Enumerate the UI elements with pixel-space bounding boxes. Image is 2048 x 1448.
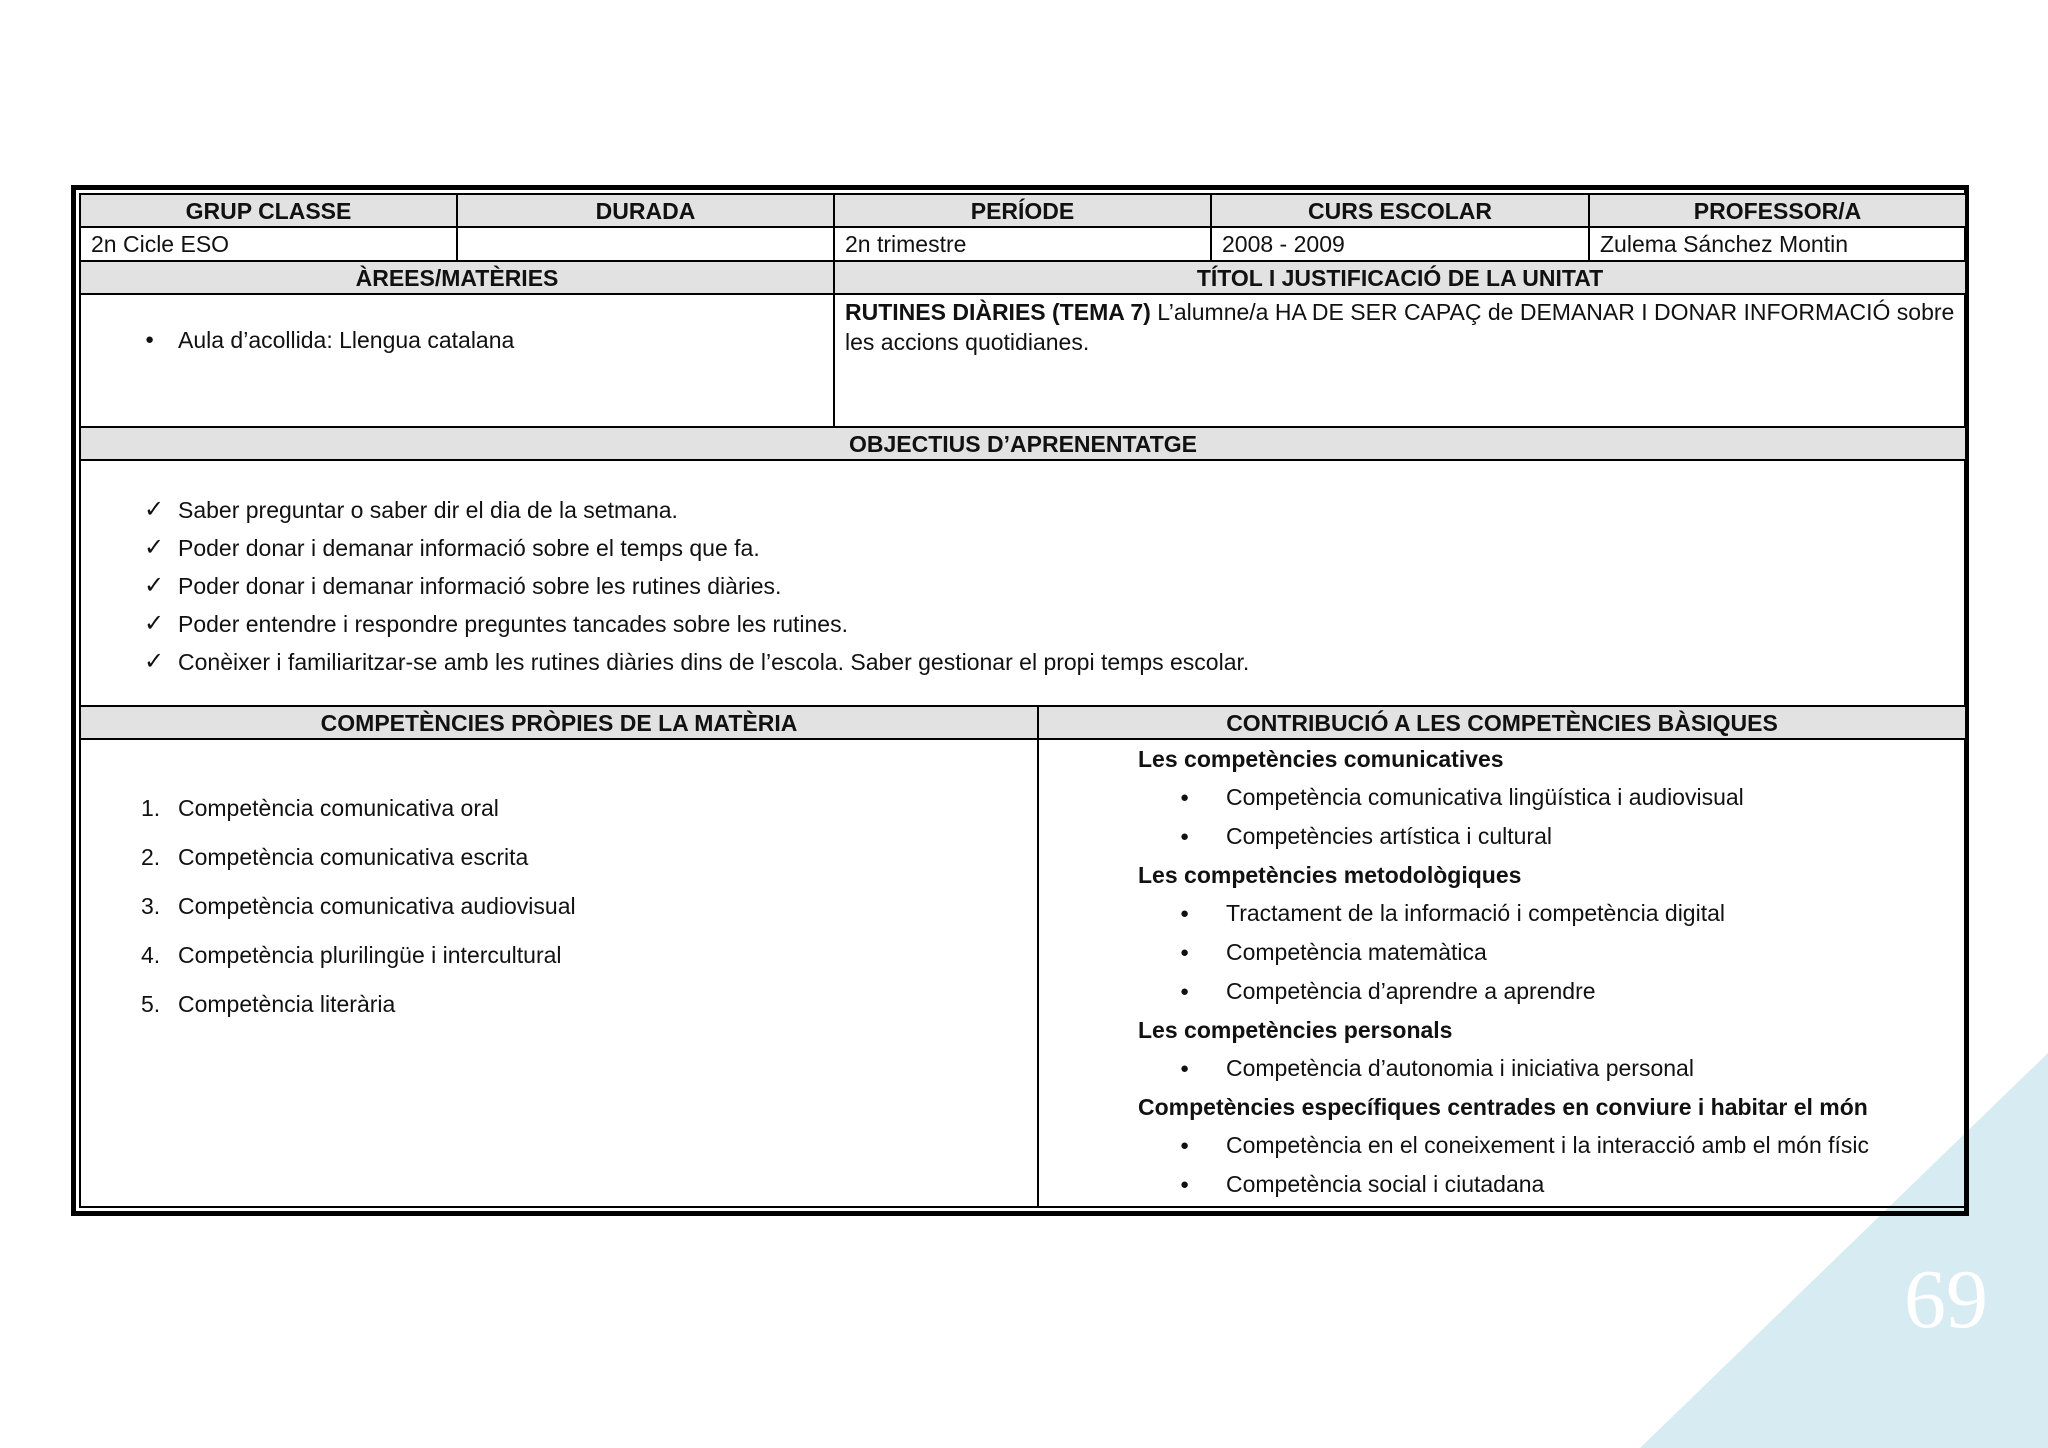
objectiu-text: Poder donar i demanar informació sobre les rutines diàries. <box>178 573 782 599</box>
value-periode: 2n trimestre <box>834 227 1211 261</box>
list-item <box>91 567 1955 605</box>
competencia-label: Competència plurilingüe i intercultural <box>178 942 562 968</box>
list-item: ● Competència matemàtica <box>1138 933 1955 972</box>
unit-plan-table-frame <box>71 185 1969 1216</box>
list-item: ● Competència d’aprendre a aprendre <box>1138 972 1955 1011</box>
header-durada: DURADA <box>457 194 834 227</box>
check-icon: ✓ <box>144 610 165 637</box>
list-item <box>91 980 1027 1029</box>
list-item: ● Competència social i ciutadana <box>1138 1165 1955 1204</box>
titol-cell <box>834 294 1966 427</box>
contribucio-cell <box>1038 739 1966 1207</box>
group-title: Les competències metodològiques <box>1138 862 1522 888</box>
list-item <box>91 605 1955 643</box>
check-icon: ✓ <box>144 496 165 523</box>
list-item <box>91 643 1955 681</box>
list-item <box>91 931 1027 980</box>
group-title: Les competències personals <box>1138 1017 1453 1043</box>
competencia-label: Competència comunicativa audiovisual <box>178 893 576 919</box>
header-periode: PERÍODE <box>834 194 1211 227</box>
header-titol: TÍTOL I JUSTIFICACIÓ DE LA UNITAT <box>834 261 1966 294</box>
header-arees: ÀREES/MATÈRIES <box>80 261 834 294</box>
page-number: 69 <box>1904 1253 1988 1346</box>
item-number: 2. <box>141 844 161 870</box>
group-title: Les competències comunicatives <box>1138 746 1504 772</box>
header-objectius: OBJECTIUS D’APRENENTATGE <box>80 427 1966 460</box>
competencies-list <box>91 784 1027 1029</box>
item-number: 4. <box>141 942 161 968</box>
value-professor: Zulema Sánchez Montin <box>1589 227 1966 261</box>
value-grup-classe: 2n Cicle ESO <box>80 227 457 261</box>
arees-list <box>91 325 823 355</box>
header-contribucio: CONTRIBUCIÓ A LES COMPETÈNCIES BÀSIQUES <box>1038 706 1966 739</box>
header-competencies: COMPETÈNCIES PRÒPIES DE LA MATÈRIA <box>80 706 1038 739</box>
list-item: ● Tractament de la informació i competència digital <box>1138 894 1955 933</box>
item-number: 1. <box>141 795 161 821</box>
arees-cell <box>80 294 834 427</box>
titol-text: L’alumne/a HA DE SER CAPAÇ de DEMANAR I DONAR INFORMACIÓ sobre les accions quotidianes. <box>845 299 1955 355</box>
group-list <box>1138 1049 1955 1088</box>
list-item: ● Competència d’autonomia i iniciativa personal <box>1138 1049 1955 1088</box>
list-item <box>91 833 1027 882</box>
competencia-label: Competència literària <box>178 991 396 1017</box>
objectius-list <box>91 491 1955 681</box>
group-list <box>1138 894 1955 1011</box>
list-item <box>91 491 1955 529</box>
header-curs-escolar: CURS ESCOLAR <box>1211 194 1589 227</box>
competencies-cell <box>80 739 1038 1207</box>
check-icon: ✓ <box>144 572 165 599</box>
value-curs-escolar: 2008 - 2009 <box>1211 227 1589 261</box>
list-item <box>91 529 1955 567</box>
objectiu-text: Saber preguntar o saber dir el dia de la setmana. <box>178 497 678 523</box>
header-professor: PROFESSOR/A <box>1589 194 1966 227</box>
header-grup-classe: GRUP CLASSE <box>80 194 457 227</box>
competencia-label: Competència comunicativa oral <box>178 795 499 821</box>
objectiu-text: Poder donar i demanar informació sobre el temps que fa. <box>178 535 760 561</box>
objectiu-text: Conèixer i familiaritzar-se amb les rutines diàries dins de l’escola. Saber gestionar el propi temps escolar. <box>178 649 1250 675</box>
list-item <box>91 882 1027 931</box>
value-durada <box>457 227 834 261</box>
unit-plan-table <box>79 193 1967 1208</box>
competencia-label: Competència comunicativa escrita <box>178 844 529 870</box>
item-number: 5. <box>141 991 161 1017</box>
arees-item: ● Aula d’acollida: Llengua catalana <box>91 325 823 355</box>
check-icon: ✓ <box>144 648 165 675</box>
list-item <box>91 784 1027 833</box>
objectius-cell <box>80 460 1966 706</box>
item-number: 3. <box>141 893 161 919</box>
objectiu-text: Poder entendre i respondre preguntes tancades sobre les rutines. <box>178 611 848 637</box>
check-icon: ✓ <box>144 534 165 561</box>
group-list <box>1138 778 1955 856</box>
list-item: ● Competència comunicativa lingüística i audiovisual <box>1138 778 1955 817</box>
group-title: Competències específiques centrades en conviure i habitar el món <box>1138 1094 1868 1120</box>
titol-bold: RUTINES DIÀRIES (TEMA 7) <box>845 299 1151 325</box>
list-item: ● Competència en el coneixement i la interacció amb el món físic <box>1138 1126 1955 1165</box>
list-item: ● Competències artística i cultural <box>1138 817 1955 856</box>
group-list <box>1138 1126 1955 1204</box>
